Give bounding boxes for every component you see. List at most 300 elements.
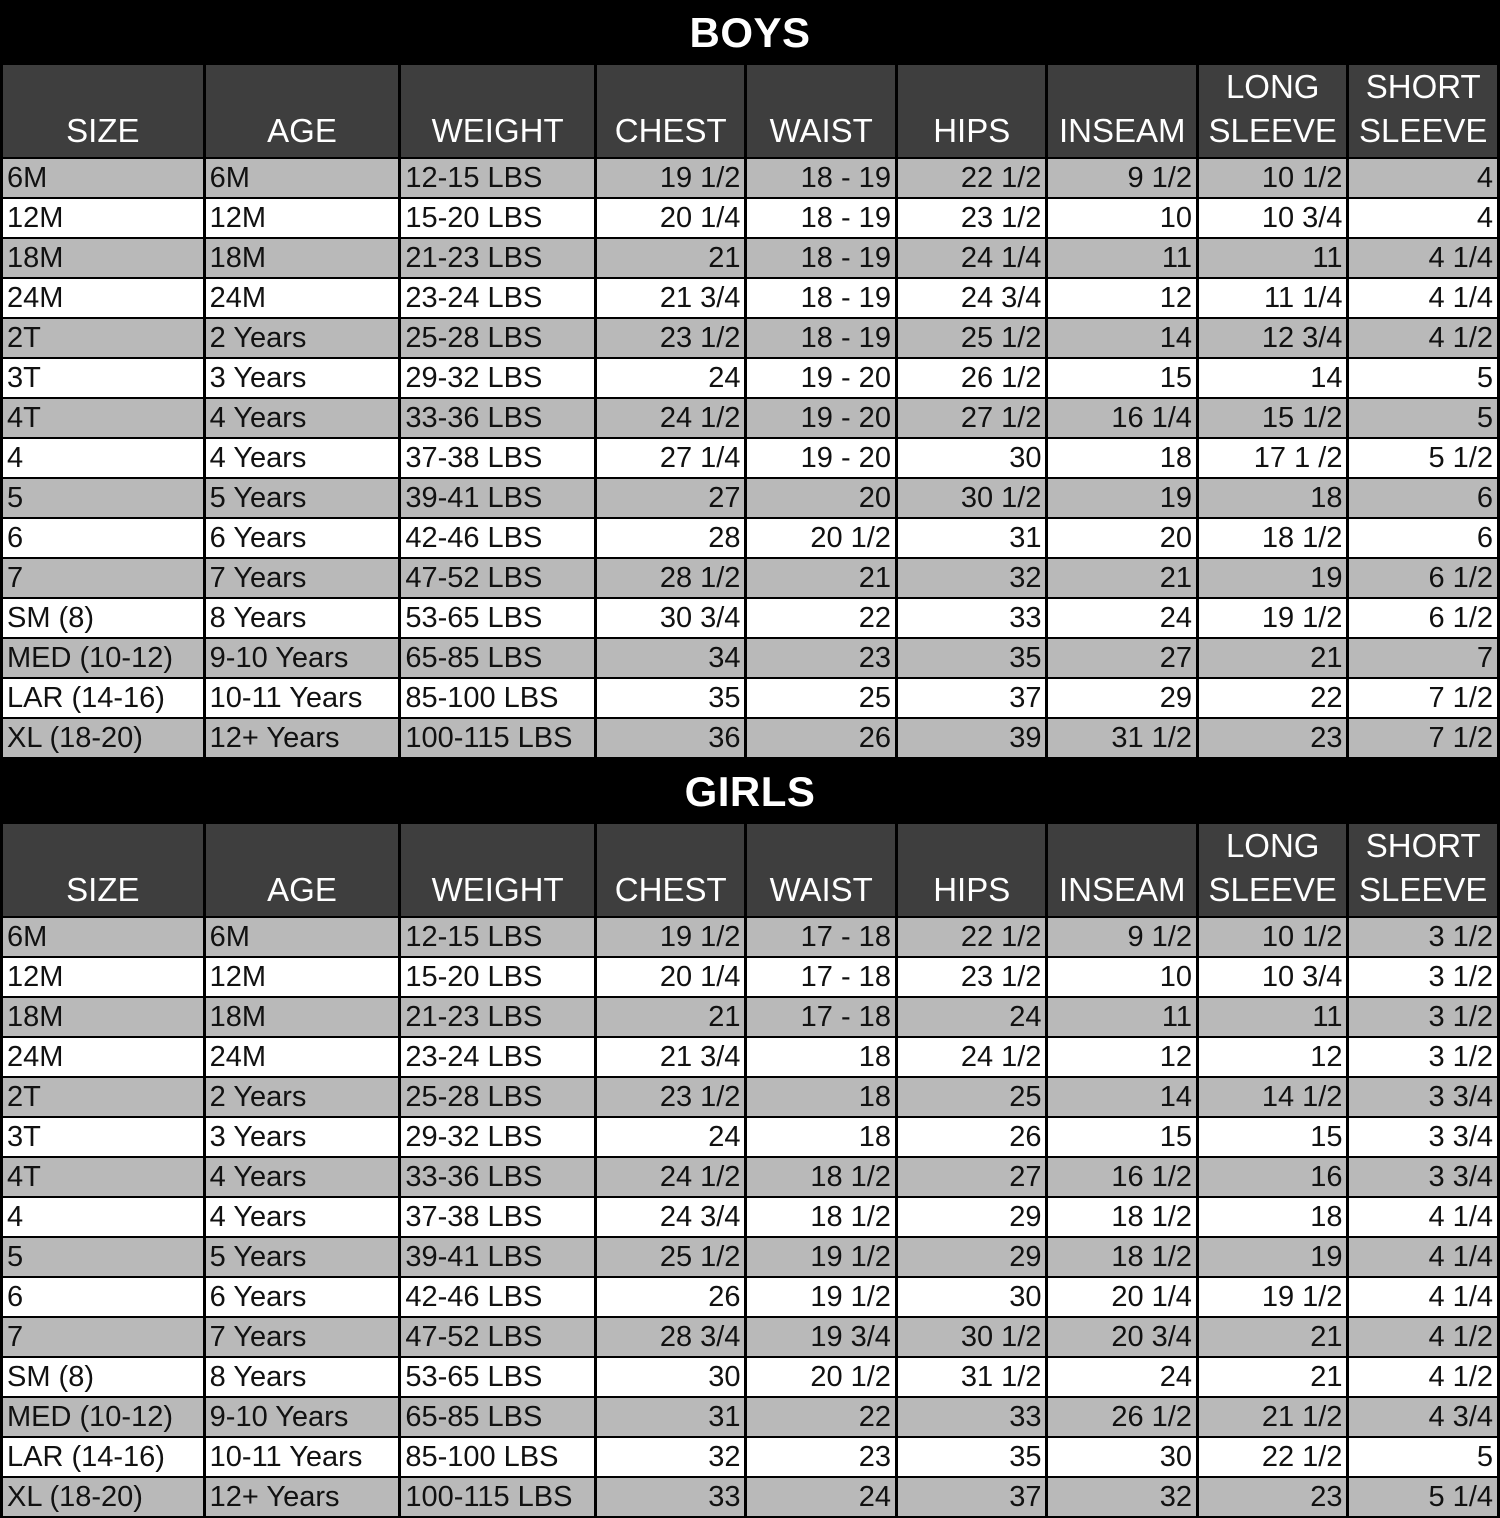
cell-hips: 30 1/2 <box>898 1318 1046 1356</box>
cell-chest: 28 <box>597 519 745 557</box>
cell-long-sleeve: 21 1/2 <box>1199 1398 1347 1436</box>
cell-waist: 21 <box>747 559 895 597</box>
cell-long-sleeve: 21 <box>1199 639 1347 677</box>
cell-size: LAR (14-16) <box>3 1438 203 1476</box>
cell-chest: 20 1/4 <box>597 199 745 237</box>
cell-inseam: 26 1/2 <box>1048 1398 1196 1436</box>
cell-inseam: 16 1/2 <box>1048 1158 1196 1196</box>
cell-size: SM (8) <box>3 1358 203 1396</box>
cell-hips: 30 <box>898 1278 1046 1316</box>
cell-waist: 18 1/2 <box>747 1158 895 1196</box>
cell-size: 5 <box>3 1238 203 1276</box>
table-row <box>3 1158 1497 1196</box>
cell-age: 12M <box>206 958 399 996</box>
cell-weight: 37-38 LBS <box>401 439 594 477</box>
cell-age: 8 Years <box>206 599 399 637</box>
table-row <box>3 719 1497 757</box>
cell-short-sleeve: 4 1/4 <box>1349 1198 1497 1236</box>
cell-weight: 100-115 LBS <box>401 719 594 757</box>
cell-weight: 65-85 LBS <box>401 1398 594 1436</box>
cell-age: 9-10 Years <box>206 1398 399 1436</box>
table-row <box>3 599 1497 637</box>
cell-size: MED (10-12) <box>3 639 203 677</box>
cell-chest: 30 <box>597 1358 745 1396</box>
cell-long-sleeve: 10 3/4 <box>1199 958 1347 996</box>
cell-short-sleeve: 5 1/4 <box>1349 1478 1497 1516</box>
cell-waist: 24 <box>747 1478 895 1516</box>
cell-size: 7 <box>3 1318 203 1356</box>
cell-waist: 18 - 19 <box>747 279 895 317</box>
cell-long-sleeve: 21 <box>1199 1358 1347 1396</box>
cell-inseam: 15 <box>1048 1118 1196 1156</box>
cell-inseam: 29 <box>1048 679 1196 717</box>
cell-long-sleeve: 16 <box>1199 1158 1347 1196</box>
column-header-long-sleeve: LONG SLEEVE <box>1199 824 1347 916</box>
column-header-hips: HIPS <box>898 824 1046 916</box>
cell-chest: 19 1/2 <box>597 159 745 197</box>
table-row <box>3 279 1497 317</box>
cell-age: 2 Years <box>206 1078 399 1116</box>
cell-hips: 29 <box>898 1198 1046 1236</box>
cell-waist: 18 <box>747 1118 895 1156</box>
cell-weight: 33-36 LBS <box>401 399 594 437</box>
cell-weight: 15-20 LBS <box>401 199 594 237</box>
cell-short-sleeve: 7 <box>1349 639 1497 677</box>
cell-age: 18M <box>206 239 399 277</box>
cell-size: LAR (14-16) <box>3 679 203 717</box>
cell-short-sleeve: 6 <box>1349 519 1497 557</box>
cell-chest: 25 1/2 <box>597 1238 745 1276</box>
cell-hips: 33 <box>898 1398 1046 1436</box>
table-row <box>3 1278 1497 1316</box>
cell-waist: 18 <box>747 1078 895 1116</box>
cell-short-sleeve: 4 3/4 <box>1349 1398 1497 1436</box>
cell-long-sleeve: 23 <box>1199 1478 1347 1516</box>
cell-short-sleeve: 3 3/4 <box>1349 1118 1497 1156</box>
cell-short-sleeve: 7 1/2 <box>1349 719 1497 757</box>
cell-age: 12+ Years <box>206 719 399 757</box>
cell-chest: 34 <box>597 639 745 677</box>
cell-chest: 24 3/4 <box>597 1198 745 1236</box>
cell-inseam: 30 <box>1048 1438 1196 1476</box>
cell-waist: 19 - 20 <box>747 439 895 477</box>
column-header-waist: WAIST <box>747 65 895 157</box>
table-row <box>3 1078 1497 1116</box>
cell-short-sleeve: 6 1/2 <box>1349 559 1497 597</box>
table-row <box>3 359 1497 397</box>
cell-inseam: 9 1/2 <box>1048 159 1196 197</box>
cell-long-sleeve: 11 <box>1199 998 1347 1036</box>
cell-age: 2 Years <box>206 319 399 357</box>
cell-chest: 32 <box>597 1438 745 1476</box>
table-row <box>3 1478 1497 1516</box>
column-header-short-sleeve: SHORT SLEEVE <box>1349 824 1497 916</box>
table-row <box>3 239 1497 277</box>
cell-weight: 33-36 LBS <box>401 1158 594 1196</box>
girls-size-table <box>0 822 1500 1518</box>
column-header-waist: WAIST <box>747 824 895 916</box>
cell-age: 6M <box>206 159 399 197</box>
cell-hips: 30 1/2 <box>898 479 1046 517</box>
cell-age: 8 Years <box>206 1358 399 1396</box>
cell-long-sleeve: 11 <box>1199 239 1347 277</box>
cell-weight: 39-41 LBS <box>401 479 594 517</box>
cell-inseam: 20 3/4 <box>1048 1318 1196 1356</box>
cell-long-sleeve: 15 1/2 <box>1199 399 1347 437</box>
cell-long-sleeve: 12 <box>1199 1038 1347 1076</box>
cell-weight: 23-24 LBS <box>401 279 594 317</box>
cell-size: 18M <box>3 239 203 277</box>
cell-long-sleeve: 22 <box>1199 679 1347 717</box>
column-header-hips: HIPS <box>898 65 1046 157</box>
cell-size: 4T <box>3 1158 203 1196</box>
cell-age: 10-11 Years <box>206 1438 399 1476</box>
cell-weight: 65-85 LBS <box>401 639 594 677</box>
cell-waist: 20 <box>747 479 895 517</box>
table-row <box>3 1118 1497 1156</box>
cell-size: 18M <box>3 998 203 1036</box>
cell-inseam: 18 <box>1048 439 1196 477</box>
cell-age: 7 Years <box>206 1318 399 1356</box>
cell-weight: 42-46 LBS <box>401 1278 594 1316</box>
cell-hips: 33 <box>898 599 1046 637</box>
boys-size-table <box>0 63 1500 759</box>
cell-chest: 24 <box>597 1118 745 1156</box>
cell-weight: 53-65 LBS <box>401 1358 594 1396</box>
column-header-size: SIZE <box>3 824 203 916</box>
table-row <box>3 479 1497 517</box>
cell-long-sleeve: 12 3/4 <box>1199 319 1347 357</box>
cell-long-sleeve: 21 <box>1199 1318 1347 1356</box>
cell-short-sleeve: 7 1/2 <box>1349 679 1497 717</box>
cell-short-sleeve: 4 1/2 <box>1349 1358 1497 1396</box>
cell-size: 4T <box>3 399 203 437</box>
cell-hips: 22 1/2 <box>898 159 1046 197</box>
cell-long-sleeve: 19 1/2 <box>1199 1278 1347 1316</box>
cell-short-sleeve: 5 <box>1349 399 1497 437</box>
cell-hips: 35 <box>898 639 1046 677</box>
cell-inseam: 12 <box>1048 1038 1196 1076</box>
cell-chest: 21 3/4 <box>597 279 745 317</box>
cell-short-sleeve: 4 1/4 <box>1349 279 1497 317</box>
cell-waist: 17 - 18 <box>747 998 895 1036</box>
column-header-row <box>3 824 1497 916</box>
cell-short-sleeve: 4 1/2 <box>1349 1318 1497 1356</box>
cell-waist: 18 - 19 <box>747 319 895 357</box>
cell-chest: 23 1/2 <box>597 1078 745 1116</box>
cell-weight: 25-28 LBS <box>401 319 594 357</box>
cell-size: 24M <box>3 279 203 317</box>
table-row <box>3 639 1497 677</box>
cell-long-sleeve: 14 <box>1199 359 1347 397</box>
table-row <box>3 519 1497 557</box>
cell-inseam: 31 1/2 <box>1048 719 1196 757</box>
cell-age: 5 Years <box>206 479 399 517</box>
table-row <box>3 958 1497 996</box>
cell-size: 6M <box>3 159 203 197</box>
column-header-chest: CHEST <box>597 824 745 916</box>
cell-size: 2T <box>3 1078 203 1116</box>
table-row <box>3 1358 1497 1396</box>
cell-inseam: 10 <box>1048 958 1196 996</box>
cell-age: 7 Years <box>206 559 399 597</box>
cell-hips: 24 1/2 <box>898 1038 1046 1076</box>
cell-long-sleeve: 22 1/2 <box>1199 1438 1347 1476</box>
cell-hips: 35 <box>898 1438 1046 1476</box>
cell-weight: 42-46 LBS <box>401 519 594 557</box>
cell-age: 4 Years <box>206 439 399 477</box>
cell-hips: 25 1/2 <box>898 319 1046 357</box>
cell-weight: 21-23 LBS <box>401 239 594 277</box>
cell-age: 4 Years <box>206 1158 399 1196</box>
cell-size: 12M <box>3 958 203 996</box>
cell-waist: 18 - 19 <box>747 239 895 277</box>
cell-waist: 17 - 18 <box>747 918 895 956</box>
cell-waist: 18 1/2 <box>747 1198 895 1236</box>
cell-hips: 26 1/2 <box>898 359 1046 397</box>
cell-age: 24M <box>206 279 399 317</box>
cell-weight: 12-15 LBS <box>401 918 594 956</box>
cell-waist: 25 <box>747 679 895 717</box>
cell-size: 3T <box>3 359 203 397</box>
table-row <box>3 1438 1497 1476</box>
column-header-weight: WEIGHT <box>401 824 594 916</box>
cell-chest: 27 <box>597 479 745 517</box>
cell-chest: 19 1/2 <box>597 918 745 956</box>
cell-age: 4 Years <box>206 399 399 437</box>
cell-weight: 25-28 LBS <box>401 1078 594 1116</box>
column-header-chest: CHEST <box>597 65 745 157</box>
cell-weight: 53-65 LBS <box>401 599 594 637</box>
cell-short-sleeve: 3 1/2 <box>1349 998 1497 1036</box>
cell-waist: 17 - 18 <box>747 958 895 996</box>
cell-size: 4 <box>3 439 203 477</box>
cell-size: 6 <box>3 1278 203 1316</box>
cell-chest: 24 1/2 <box>597 399 745 437</box>
cell-chest: 24 <box>597 359 745 397</box>
cell-size: 5 <box>3 479 203 517</box>
cell-short-sleeve: 3 3/4 <box>1349 1158 1497 1196</box>
cell-size: 4 <box>3 1198 203 1236</box>
cell-hips: 22 1/2 <box>898 918 1046 956</box>
cell-age: 24M <box>206 1038 399 1076</box>
cell-hips: 31 <box>898 519 1046 557</box>
cell-short-sleeve: 5 <box>1349 359 1497 397</box>
cell-age: 12M <box>206 199 399 237</box>
cell-weight: 37-38 LBS <box>401 1198 594 1236</box>
cell-age: 9-10 Years <box>206 639 399 677</box>
cell-short-sleeve: 4 1/2 <box>1349 319 1497 357</box>
cell-waist: 20 1/2 <box>747 519 895 557</box>
cell-short-sleeve: 3 1/2 <box>1349 958 1497 996</box>
cell-chest: 20 1/4 <box>597 958 745 996</box>
cell-long-sleeve: 15 <box>1199 1118 1347 1156</box>
cell-long-sleeve: 10 1/2 <box>1199 918 1347 956</box>
table-row <box>3 1398 1497 1436</box>
table-row <box>3 679 1497 717</box>
cell-chest: 23 1/2 <box>597 319 745 357</box>
cell-chest: 30 3/4 <box>597 599 745 637</box>
cell-hips: 27 <box>898 1158 1046 1196</box>
cell-short-sleeve: 3 1/2 <box>1349 1038 1497 1076</box>
cell-age: 6 Years <box>206 1278 399 1316</box>
column-header-age: AGE <box>206 824 399 916</box>
cell-weight: 29-32 LBS <box>401 359 594 397</box>
cell-weight: 21-23 LBS <box>401 998 594 1036</box>
column-header-age: AGE <box>206 65 399 157</box>
cell-chest: 27 1/4 <box>597 439 745 477</box>
cell-hips: 32 <box>898 559 1046 597</box>
cell-inseam: 32 <box>1048 1478 1196 1516</box>
table-row <box>3 1238 1497 1276</box>
cell-long-sleeve: 19 <box>1199 559 1347 597</box>
column-header-weight: WEIGHT <box>401 65 594 157</box>
cell-short-sleeve: 3 1/2 <box>1349 918 1497 956</box>
cell-chest: 33 <box>597 1478 745 1516</box>
table-row <box>3 998 1497 1036</box>
cell-size: 12M <box>3 199 203 237</box>
cell-chest: 26 <box>597 1278 745 1316</box>
cell-hips: 27 1/2 <box>898 399 1046 437</box>
cell-waist: 23 <box>747 1438 895 1476</box>
cell-inseam: 27 <box>1048 639 1196 677</box>
cell-chest: 28 3/4 <box>597 1318 745 1356</box>
cell-age: 5 Years <box>206 1238 399 1276</box>
table-row <box>3 1038 1497 1076</box>
cell-inseam: 9 1/2 <box>1048 918 1196 956</box>
cell-chest: 21 <box>597 998 745 1036</box>
cell-size: 3T <box>3 1118 203 1156</box>
cell-weight: 47-52 LBS <box>401 559 594 597</box>
cell-inseam: 21 <box>1048 559 1196 597</box>
cell-short-sleeve: 4 <box>1349 159 1497 197</box>
cell-weight: 100-115 LBS <box>401 1478 594 1516</box>
cell-inseam: 20 1/4 <box>1048 1278 1196 1316</box>
girls-section-title: GIRLS <box>0 759 1500 822</box>
cell-long-sleeve: 10 1/2 <box>1199 159 1347 197</box>
cell-hips: 24 <box>898 998 1046 1036</box>
cell-long-sleeve: 10 3/4 <box>1199 199 1347 237</box>
cell-inseam: 20 <box>1048 519 1196 557</box>
cell-short-sleeve: 5 <box>1349 1438 1497 1476</box>
cell-age: 6M <box>206 918 399 956</box>
table-row <box>3 439 1497 477</box>
cell-hips: 23 1/2 <box>898 199 1046 237</box>
cell-size: SM (8) <box>3 599 203 637</box>
cell-short-sleeve: 5 1/2 <box>1349 439 1497 477</box>
cell-hips: 25 <box>898 1078 1046 1116</box>
cell-chest: 35 <box>597 679 745 717</box>
table-row <box>3 1198 1497 1236</box>
cell-weight: 29-32 LBS <box>401 1118 594 1156</box>
cell-size: 24M <box>3 1038 203 1076</box>
cell-chest: 21 3/4 <box>597 1038 745 1076</box>
table-row <box>3 159 1497 197</box>
cell-waist: 19 - 20 <box>747 399 895 437</box>
cell-size: MED (10-12) <box>3 1398 203 1436</box>
column-header-inseam: INSEAM <box>1048 824 1196 916</box>
cell-long-sleeve: 19 1/2 <box>1199 599 1347 637</box>
cell-waist: 19 1/2 <box>747 1278 895 1316</box>
cell-inseam: 18 1/2 <box>1048 1198 1196 1236</box>
cell-long-sleeve: 23 <box>1199 719 1347 757</box>
cell-waist: 19 3/4 <box>747 1318 895 1356</box>
cell-chest: 31 <box>597 1398 745 1436</box>
cell-long-sleeve: 14 1/2 <box>1199 1078 1347 1116</box>
column-header-size: SIZE <box>3 65 203 157</box>
cell-short-sleeve: 6 1/2 <box>1349 599 1497 637</box>
cell-inseam: 10 <box>1048 199 1196 237</box>
cell-weight: 85-100 LBS <box>401 679 594 717</box>
cell-inseam: 12 <box>1048 279 1196 317</box>
cell-waist: 26 <box>747 719 895 757</box>
column-header-row <box>3 65 1497 157</box>
cell-long-sleeve: 17 1 /2 <box>1199 439 1347 477</box>
table-row <box>3 199 1497 237</box>
table-row <box>3 559 1497 597</box>
cell-hips: 26 <box>898 1118 1046 1156</box>
boys-section-title: BOYS <box>0 0 1500 63</box>
column-header-long-sleeve: LONG SLEEVE <box>1199 65 1347 157</box>
cell-inseam: 19 <box>1048 479 1196 517</box>
cell-waist: 18 - 19 <box>747 199 895 237</box>
cell-chest: 24 1/2 <box>597 1158 745 1196</box>
cell-inseam: 16 1/4 <box>1048 399 1196 437</box>
cell-hips: 30 <box>898 439 1046 477</box>
cell-hips: 37 <box>898 679 1046 717</box>
cell-long-sleeve: 18 <box>1199 479 1347 517</box>
cell-age: 3 Years <box>206 359 399 397</box>
cell-size: 2T <box>3 319 203 357</box>
cell-size: 6M <box>3 918 203 956</box>
cell-waist: 19 - 20 <box>747 359 895 397</box>
cell-hips: 24 3/4 <box>898 279 1046 317</box>
cell-size: 7 <box>3 559 203 597</box>
cell-waist: 19 1/2 <box>747 1238 895 1276</box>
cell-weight: 23-24 LBS <box>401 1038 594 1076</box>
cell-chest: 36 <box>597 719 745 757</box>
cell-long-sleeve: 11 1/4 <box>1199 279 1347 317</box>
cell-long-sleeve: 18 <box>1199 1198 1347 1236</box>
cell-chest: 28 1/2 <box>597 559 745 597</box>
table-row <box>3 399 1497 437</box>
cell-waist: 18 - 19 <box>747 159 895 197</box>
cell-size: XL (18-20) <box>3 1478 203 1516</box>
cell-age: 18M <box>206 998 399 1036</box>
cell-weight: 39-41 LBS <box>401 1238 594 1276</box>
cell-age: 10-11 Years <box>206 679 399 717</box>
table-row <box>3 319 1497 357</box>
table-row <box>3 918 1497 956</box>
cell-weight: 12-15 LBS <box>401 159 594 197</box>
cell-inseam: 24 <box>1048 599 1196 637</box>
cell-short-sleeve: 4 1/4 <box>1349 1278 1497 1316</box>
cell-hips: 37 <box>898 1478 1046 1516</box>
cell-inseam: 14 <box>1048 319 1196 357</box>
cell-hips: 23 1/2 <box>898 958 1046 996</box>
cell-hips: 31 1/2 <box>898 1358 1046 1396</box>
cell-age: 3 Years <box>206 1118 399 1156</box>
cell-chest: 21 <box>597 239 745 277</box>
column-header-short-sleeve: SHORT SLEEVE <box>1349 65 1497 157</box>
cell-inseam: 18 1/2 <box>1048 1238 1196 1276</box>
cell-hips: 24 1/4 <box>898 239 1046 277</box>
cell-waist: 20 1/2 <box>747 1358 895 1396</box>
cell-weight: 47-52 LBS <box>401 1318 594 1356</box>
cell-inseam: 24 <box>1048 1358 1196 1396</box>
cell-long-sleeve: 19 <box>1199 1238 1347 1276</box>
cell-inseam: 14 <box>1048 1078 1196 1116</box>
